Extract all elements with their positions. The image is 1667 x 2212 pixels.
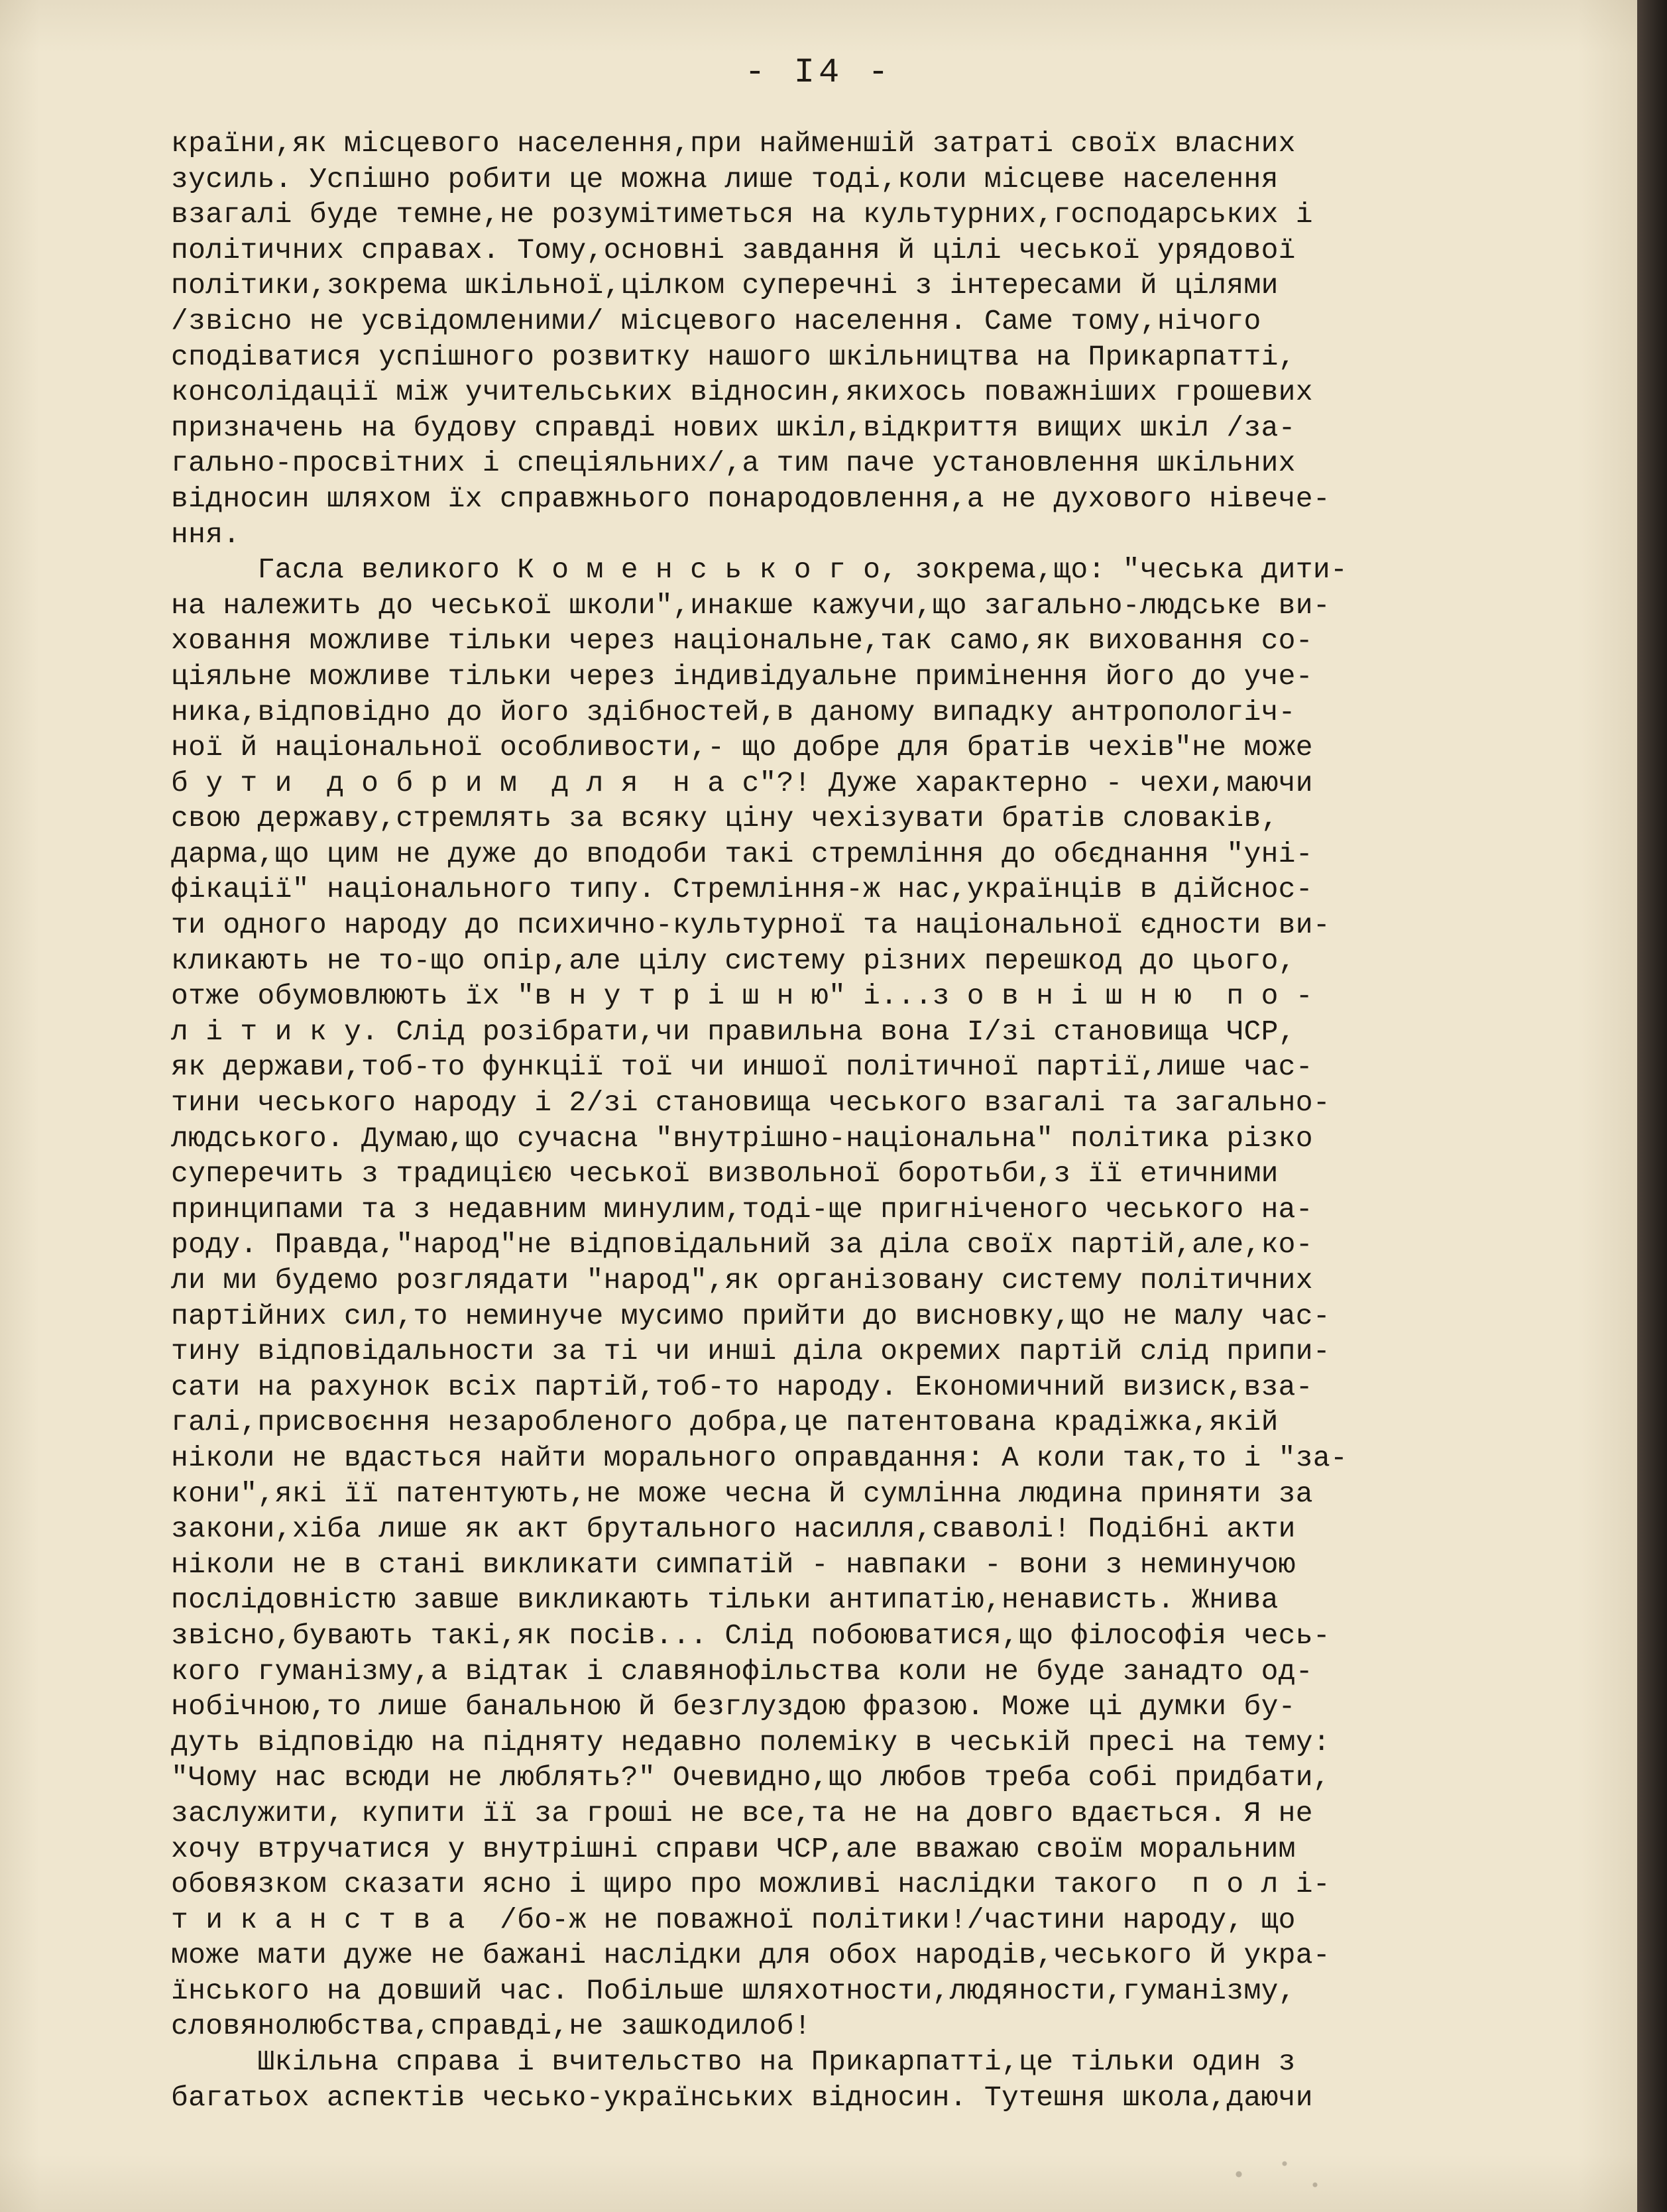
text-line: призначень на будову справді нових шкіл,відкриття вищих шкіл /за-	[171, 411, 1296, 444]
text-line: "Чому нас всюди не люблять?" Очевидно,що любов треба собі придбати,	[171, 1761, 1330, 1794]
text-line: нобічною,то лише банальною й безглуздою фразою. Може ці думки бу-	[171, 1690, 1296, 1723]
text-line: хочу втручатися у внутрішні справи ЧСР,але вважаю своїм моральним	[171, 1832, 1296, 1865]
text-line: зусиль. Успішно робити це можна лише тоді,коли місцеве населення	[171, 162, 1279, 196]
text-line: їнського на довший час. Побільше шляхотности,людяности,гуманізму,	[171, 1974, 1296, 2007]
ink-speckles	[1193, 2148, 1346, 2201]
text-line: ли ми будемо розглядати "народ",як органiзовану систему політичних	[171, 1264, 1313, 1297]
text-line: тини чеського народу і 2/зі становища чеського взагалі та загально-	[171, 1086, 1330, 1120]
text-line: політичних справах. Тому,основні завдання й цілі чеської урядової	[171, 233, 1296, 266]
text-line: фікації" національного типу. Стремління-ж нас,українців в дійснос-	[171, 873, 1313, 906]
body-text	[171, 126, 1550, 2115]
text-line: людського. Думаю,що сучасна "внутрішно-національна" політика різко	[171, 1122, 1313, 1155]
page-number: - I4 -	[744, 53, 893, 92]
text-line: кликають не то-що опір,але цілу систему різних перешкод до цього,	[171, 944, 1296, 977]
text-line: ти одного народу до психично-культурної та національної єдности ви-	[171, 909, 1330, 942]
text-line: принципами та з недавним минулим,тоді-ще пригніченого чеського на-	[171, 1193, 1313, 1226]
text-line: л і т и к у. Слід розібрати,чи правильна вона I/зі становища ЧСР,	[171, 1015, 1296, 1048]
text-line: ціяльне можливе тільки через індивідуальне примінення його до учe-	[171, 660, 1313, 693]
text-line: гально-просвітних і спеціяльних/,а тим паче установлення шкільних	[171, 447, 1296, 480]
text-line: партійних сил,то неминуче мусимо прийти до висновку,що не малу час-	[171, 1299, 1330, 1332]
text-line: сподіватися успішного розвитку нашого шкільництва на Прикарпатті,	[171, 340, 1296, 373]
text-line: консолідації між учительських відносин,якихось поважніших грошевих	[171, 376, 1313, 409]
text-line: послідовністю завше викликають тільки антипатію,ненависть. Жнива	[171, 1584, 1279, 1617]
text-line: сати на рахунок всіх партій,тоб-то народу. Економичний визиск,вза-	[171, 1370, 1313, 1403]
text-line: свою державу,стремлять за всяку ціну чехізувати братів словаків,	[171, 802, 1279, 835]
text-line: б у т и д о б р и м д л я н а с"?! Дуже характерно - чехи,маючи	[171, 766, 1313, 799]
text-line: ховання можливе тільки через національне,так само,як виховання со-	[171, 624, 1313, 658]
text-line: взагалі буде темне,не розумітиметься на культурних,господарських і	[171, 198, 1313, 231]
text-line: багатьох аспектів чесько-українських відносин. Тутешня школа,даючи	[171, 2081, 1313, 2114]
text-line: ніколи не вдасться найти морального оправдання: А коли так,то і "за-	[171, 1441, 1348, 1474]
text-line: Шкільна справа і вчительство на Прикарпатті,це тільки один з	[171, 2046, 1296, 2079]
text-line: словянолюбства,справді,не зашкодилоб!	[171, 2010, 811, 2043]
text-line: т и к а н с т в а /бо-ж не поважної політики!/частини народу, що	[171, 1903, 1296, 1936]
text-line: дуть відповідю на підняту недавно полеміку в чеській пресі на тему:	[171, 1725, 1330, 1759]
text-line: країни,як місцевого населення,при найменшій затраті своїх власних	[171, 127, 1296, 160]
text-line: дарма,що цим не дуже до вподоби такі стремління до обєднання "уні-	[171, 837, 1313, 870]
text-line: кого гуманізму,а відтак і славянофільства коли не буде занадто од-	[171, 1655, 1313, 1688]
text-line: отже обумовлюють їх "в н у т р і ш н ю" і...з о в н і ш н ю п о -	[171, 980, 1313, 1013]
text-line: роду. Правда,"народ"не відповідальний за діла своїх партій,але,ко-	[171, 1228, 1313, 1261]
text-line: політики,зокрема шкільної,цілком суперечні з інтересами й цілями	[171, 269, 1279, 302]
text-line: ння.	[171, 518, 241, 551]
text-line: звісно,бувають такі,як посів... Слід побоюватися,що філософія чесь-	[171, 1619, 1330, 1652]
text-line: на належить до чеської школи",инакше кажучи,що загально-людське ви-	[171, 589, 1330, 622]
text-line: відносин шляхом їх справжнього понародовлення,а не духового нівече-	[171, 482, 1330, 515]
text-line: тину відповідальности за ті чи инші діла окремих партій слід припи-	[171, 1335, 1330, 1368]
text-line: галі,присвоєння незаробленого добра,це патентована крадіжка,якій	[171, 1406, 1279, 1439]
text-line: ної й національної особливости,- що добре для братів чехів"не може	[171, 731, 1313, 764]
text-line: кони",які її патентують,не може чесна й сумлінна людина приняти за	[171, 1477, 1313, 1510]
text-line: обовязком сказати ясно і щиро про можливі наслідки такого п о л і-	[171, 1868, 1330, 1901]
text-line: ніколи не в стані викликати симпатій - навпаки - вони з неминучою	[171, 1548, 1296, 1581]
page-edge-shadow	[1637, 0, 1667, 2212]
text-line: суперечить з традицією чеської визвольної боротьби,з її етичними	[171, 1157, 1279, 1191]
text-line: може мати дуже не бажані наслідки для обох народів,чеського й укра-	[171, 1939, 1330, 1972]
text-line: Гасла великого К о м е н с ь к о г о, зокрема,що: "чеська дити-	[171, 553, 1348, 587]
text-line: заслужити, купити її за гроші не все,та не на довго вдається. Я не	[171, 1796, 1313, 1830]
text-line: ника,відповідно до його здібностей,в даному випадку антропологіч-	[171, 695, 1296, 728]
text-line: /звісно не усвідомленими/ місцевого населення. Саме тому,нічого	[171, 304, 1261, 337]
text-line: як держави,тоб-то функції тої чи иншої політичної партії,лише час-	[171, 1051, 1313, 1084]
text-line: закони,хіба лише як акт брутального насилля,сваволі! Подібні акти	[171, 1513, 1296, 1546]
